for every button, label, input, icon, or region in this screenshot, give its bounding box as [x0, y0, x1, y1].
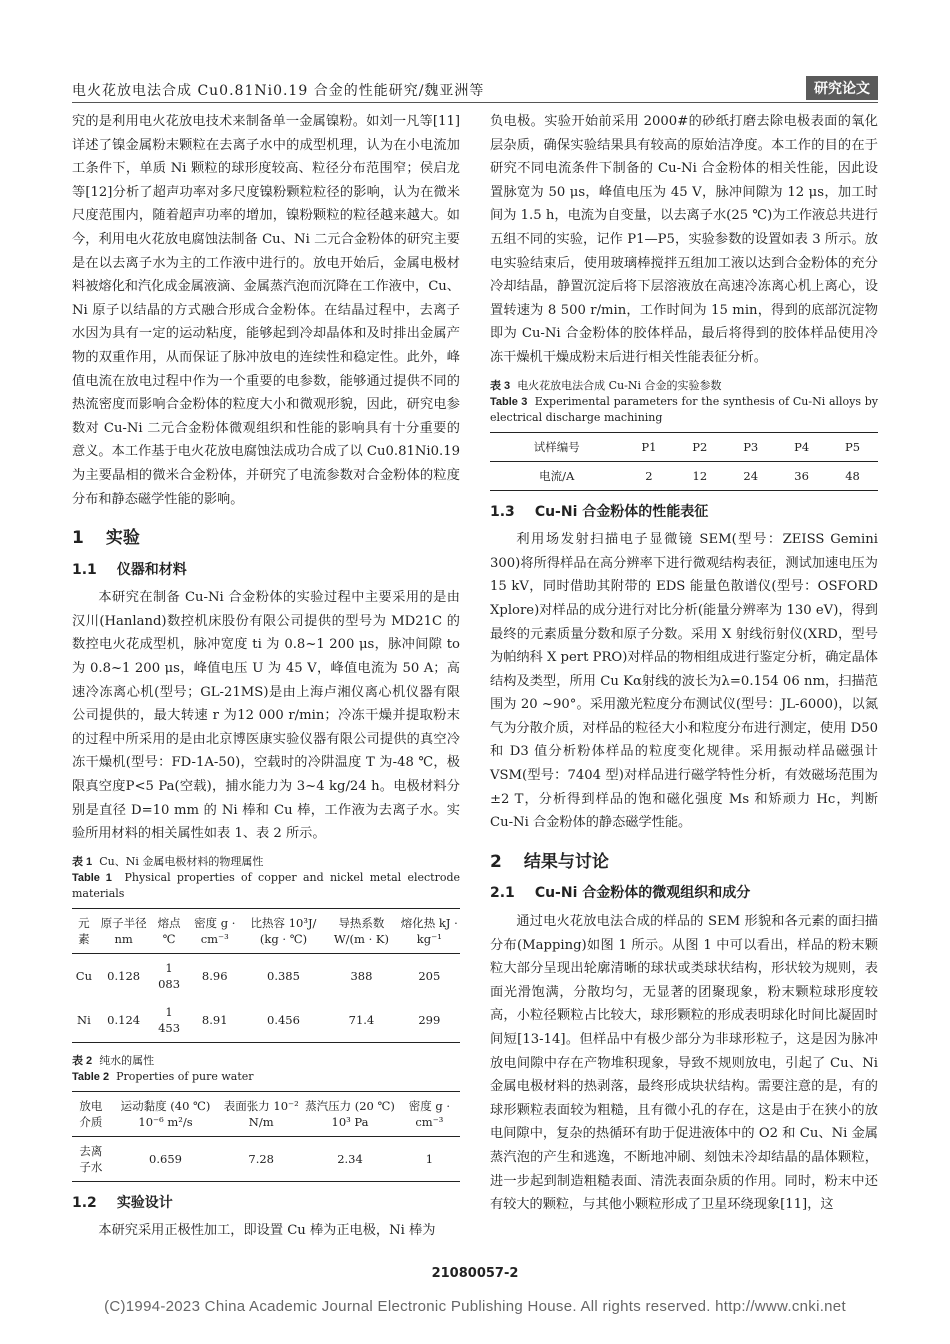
subsection-number: 1.3 [490, 503, 515, 520]
table-row [72, 998, 460, 1043]
table-cell: 0.128 [107, 968, 141, 983]
table-header-cell: 密度 g · cm⁻³ [194, 915, 236, 946]
table-header-cell: P2 [692, 439, 708, 454]
subsection-title: 仪器和材料 [116, 561, 187, 578]
subsection-title: Cu-Ni 合金粉体的微观组织和成分 [534, 885, 751, 902]
table3-title-cn: 电火花放电法合成 Cu-Ni 合金的实验参数 [517, 378, 722, 392]
table-cell: 去离子水 [79, 1143, 103, 1174]
subsection-1-2-heading [72, 1192, 460, 1216]
table-row [72, 953, 460, 998]
table1-title-cn: Cu、Ni 金属电极材料的物理属性 [99, 854, 264, 868]
table-cell: 24 [743, 468, 759, 483]
table-header-cell: 比热容 10³J/ (kg · ℃) [250, 915, 317, 946]
table3-title-en: Experimental parameters for the synthesis of Cu-Ni alloys by electrical discharge machining [490, 394, 879, 424]
table-header-cell: 原子半径 nm [100, 915, 147, 946]
subsection-title: 实验设计 [116, 1194, 173, 1211]
section-1-heading [72, 527, 460, 551]
table-cell: 71.4 [348, 1012, 375, 1027]
running-header [72, 78, 878, 103]
subsection-1-1-heading [72, 559, 460, 583]
subsection-number: 2.1 [490, 885, 515, 902]
paragraph-1-1: 本研究在制备 Cu-Ni 合金粉体的实验过程中主要采用的是由汉川(Hanland)数控机床股份有限公司提供的型号为 MD21C 的数控电火花成型机，脉冲宽度 ti 为 0.8~1 200 μs，脉冲间隙 to 为 0.8~1 200 μs，峰值电压 U 为 45 V，峰值电流为 50 A；高速冷冻离心机(型号；GL-21MS)是由上海卢湘仪离心机仪器有限公司提供的，最大转速 r 为12 000 r/min；冷冻干燥并提取粉末的过程中所采用的是由北京博医康实验仪器有限公司提供的真空冷冻干燥机(型号：FD-1A-50)，空载时的冷阱温度 T 为-48 ℃，极限真空度P<5 Pa(空载)，捕水能力为 3~4 kg/24 h。电极材料分别是直径 D=10 mm 的 Ni 棒和 Cu 棒，工作液为去离子水。实验所用材料的相关属性如表 1、表 2 所示。 [72, 590, 460, 842]
table-header-cell: 元素 [78, 915, 90, 946]
table-cell: 0.659 [149, 1151, 182, 1166]
table3-caption [490, 378, 878, 426]
paragraph-1-3: 利用场发射扫描电子显微镜 SEM(型号：ZEISS Gemini 300)将所得样品在高分辨率下进行微观结构表征，测试加速电压为 15 kV，同时借助其附带的 EDS 能量色散谱仪(型号：OSFORD Xplore)对样品的成分进行对比分析(能量分辨率为 130 eV)，得到最终的元素质量分数和原子分数。采用 X 射线衍射仪(XRD，型号为帕纳科 X pert PRO)对样品的物相组成进行鉴定分析，确定晶体结构及类型，所用 Cu Kα射线的波长为λ=0.154 06 nm，扫描范围为 20 ~90°。采用激光粒度分布测试仪(型号：JL-6000)，以氮气为分散介质，对样品的粒径大小和粒度分布进行测定，使用 D50 和 D3 值分析粉体样品的粒度变化规律。采用振动样品磁强计 VSM(型号：7404 型)对样品进行磁学特性分析，有效磁场范围为±2 T，分析得到样品的饱和磁化强度 Ms 和矫顽力 Hc，判断 Cu-Ni 合金粉体的静态磁学性能。 [490, 532, 878, 831]
table2 [72, 1091, 460, 1182]
table2-label-en: Table 2 [72, 1070, 110, 1083]
table-cell: 36 [794, 468, 809, 483]
table-cell: 388 [350, 968, 373, 983]
table-header-cell: P1 [641, 439, 657, 454]
section-2-heading [490, 851, 878, 875]
subsection-title: Cu-Ni 合金粉体的性能表征 [534, 503, 709, 520]
subsection-1-3-heading [490, 501, 878, 525]
table-cell: Ni [77, 1012, 91, 1027]
subsection-2-1-heading [490, 882, 878, 906]
table3-label-cn: 表 3 [490, 379, 511, 392]
table-header-cell: 蒸汽压力 (20 ℃) 10³ Pa [305, 1098, 395, 1129]
table-header-cell: 熔化热 kJ · kg⁻¹ [400, 915, 458, 946]
table-cell: 0.456 [267, 1012, 300, 1027]
subsection-number: 1.1 [72, 561, 97, 578]
table-cell: 7.28 [248, 1151, 274, 1166]
table1-title-en: Physical properties of copper and nickel metal electrode materials [72, 870, 461, 900]
section-badge: 研究论文 [806, 76, 878, 100]
table-cell: 8.91 [201, 1012, 228, 1027]
table-header-cell: 密度 g · cm⁻³ [408, 1098, 451, 1129]
section-number: 2 [490, 851, 502, 872]
paragraph-1-2-continued: 负电极。实验开始前采用 2000#的砂纸打磨去除电极表面的氧化层杂质，确保实验结果具有较高的原始洁净度。本工作的目的在于研究不同电流条件下制备的 Cu-Ni 合金粉体的相关性能，因此设置脉宽为 50 μs，峰值电压为 45 V，脉冲间隙为 12 μs，加工时间为 1.5 h，电流为自变量，以去离子水(25 ℃)为工作液总共进行五组不同的实验，记作 P1—P5，实验参数的设置如表 3 所示。放电实验结束后，使用玻璃棒搅拌五组加工液以达到合金粉体的充分冷却结晶，静置沉淀后将下层溶液放在高速冷冻离心机上离心，设置转速为 8 500 r/min，工作时间为 15 min，得到的底部沉淀物即为 Cu-Ni 合金粉体的胶体样品，最后将得到的胶体样品使用冷冻干燥机干燥成粉末后进行相关性能表征分析。 [490, 114, 878, 365]
table-cell: 电流/A [539, 468, 575, 483]
table-cell: 1 083 [158, 960, 181, 991]
table-cell: 12 [692, 468, 708, 483]
table-cell: 2 [645, 468, 653, 483]
table-cell: 205 [418, 968, 441, 983]
table-cell: 48 [845, 468, 860, 483]
table-header-cell: 表面张力 10⁻² N/m [223, 1098, 299, 1129]
table-cell: 299 [418, 1012, 441, 1027]
table-header-cell: P5 [845, 439, 861, 454]
table2-title-cn: 纯水的属性 [99, 1053, 155, 1067]
table-header-cell: 导热系数 W/(m · K) [333, 915, 389, 946]
table-header-cell: P4 [794, 439, 810, 454]
table3-label-en: Table 3 [490, 395, 528, 408]
intro-paragraph: 究的是利用电火花放电技术来制备单一金属镍粉。如刘一凡等[11]详述了镍金属粉末颗粒在去离子水中的成型机理，认为在小电流加工条件下，单质 Ni 颗粒的球形度较高、粒径分布范围窄；侯启龙等[12]分析了超声功率对多尺度镍粉颗粒粒径的影响，认为在微米尺度范围内，随着超声功率的增加，镍粉颗粒的粒径越来越大。如今，利用电火花放电腐蚀法制备 Cu、Ni 二元合金粉体的研究主要是在以去离子水为主的工作液中进行的。放电开始后，金属电极材料被熔化和汽化成金属液滴、金属蒸汽泡而沉降在工作液中，Cu、Ni 原子以结晶的方式融合形成合金粉体。在结晶过程中，去离子水因为具有一定的运动粘度，能够起到冷却晶体和及时排出金属产物的双重作用，从而保证了脉冲放电的连续性和稳定性。此外，峰值电流在放电过程中作为一个重要的电参数，能够通过提供不同的热流密度而影响合金粉体的粒度大小和微观形貌，因此，研究电参数对 Cu-Ni 二元合金粉体微观组织和性能的影响具有十分重要的意义。本工作基于电火花放电腐蚀法成功合成了以 Cu0.81Ni0.19 为主要晶相的微米合金粉体，并研究了电流参数对合金粉体的粒度分布和静态磁学性能的影响。 [72, 114, 460, 507]
table3 [490, 432, 878, 491]
left-column [72, 110, 460, 1243]
table-header-cell: P3 [743, 439, 759, 454]
table-cell: 1 453 [158, 1004, 181, 1035]
table-header-cell: 试样编号 [533, 439, 580, 454]
table-cell: Cu [75, 968, 93, 983]
table-cell: 0.124 [107, 1012, 141, 1027]
section-title: 实验 [105, 528, 140, 549]
table2-title-en: Properties of pure water [116, 1069, 254, 1083]
header-title: 电火花放电法合成 Cu0.81Ni0.19 合金的性能研究/魏亚洲等 [72, 83, 485, 99]
table-header-cell: 熔点 ℃ [157, 915, 181, 946]
table1 [72, 908, 460, 1043]
table-cell: 8.96 [201, 968, 228, 983]
paragraph-1-2: 本研究采用正极性加工，即设置 Cu 棒为正电极，Ni 棒为 [98, 1223, 436, 1239]
copyright-line: (C)1994-2023 China Academic Journal Electronic Publishing House. All rights reserved. http://www.cnki.net [104, 1298, 846, 1315]
right-column [490, 110, 878, 1217]
table-cell: 0.385 [267, 968, 300, 983]
paragraph-2-1: 通过电火花放电法合成的样品的 SEM 形貌和各元素的面扫描分布(Mapping)如图 1 所示。从图 1 中可以看出，样品的粉末颗粒大部分呈现出轮廓清晰的球状或类球状结构，形状较为规则，表面光滑饱满，分散均匀，无显著的团聚现象，粉末颗粒球形度较高，小粒径颗粒占比较大，球形颗粒的形成表明球化时间比凝固时间短[13-14]。但样品中有极少部分为非球形粒子，这是因为脉冲放电间隙中存在产物堆积现象，导致不规则放电，引起了 Cu、Ni 金属电极材料的热剥落，最终形成块状结构。需要注意的是，有的球形颗粒表面较为粗糙，且有微小孔的存在，这是由于在狭小的放电间隙中，复杂的热循环有助于促进液体中的 O2 和 Cu、Ni 金属蒸汽泡的产生和逃逸，不断地冲刷、刻蚀未冷却结晶的晶体颗粒，进一步起到制造粗糙表面、清洗表面杂质的作用。同时，粉末中还有较大的颗粒，与其他小颗粒形成了卫星环绕现象[11]，这 [490, 914, 878, 1213]
table1-label-cn: 表 1 [72, 855, 93, 868]
section-title: 结果与讨论 [523, 851, 609, 872]
table1-caption [72, 854, 460, 902]
table-row [72, 1136, 460, 1181]
table-cell: 1 [425, 1151, 434, 1166]
table-header-cell: 放电介质 [79, 1098, 103, 1129]
table-header-cell: 运动黏度 (40 ℃) 10⁻⁶ m²/s [120, 1098, 211, 1129]
table-row [490, 461, 878, 490]
subsection-number: 1.2 [72, 1194, 97, 1211]
table2-label-cn: 表 2 [72, 1054, 93, 1067]
page-number: 21080057-2 [431, 1266, 519, 1281]
table2-caption [72, 1053, 460, 1085]
table1-label-en: Table 1 [72, 871, 112, 884]
section-number: 1 [72, 528, 84, 549]
table-cell: 2.34 [337, 1151, 363, 1166]
